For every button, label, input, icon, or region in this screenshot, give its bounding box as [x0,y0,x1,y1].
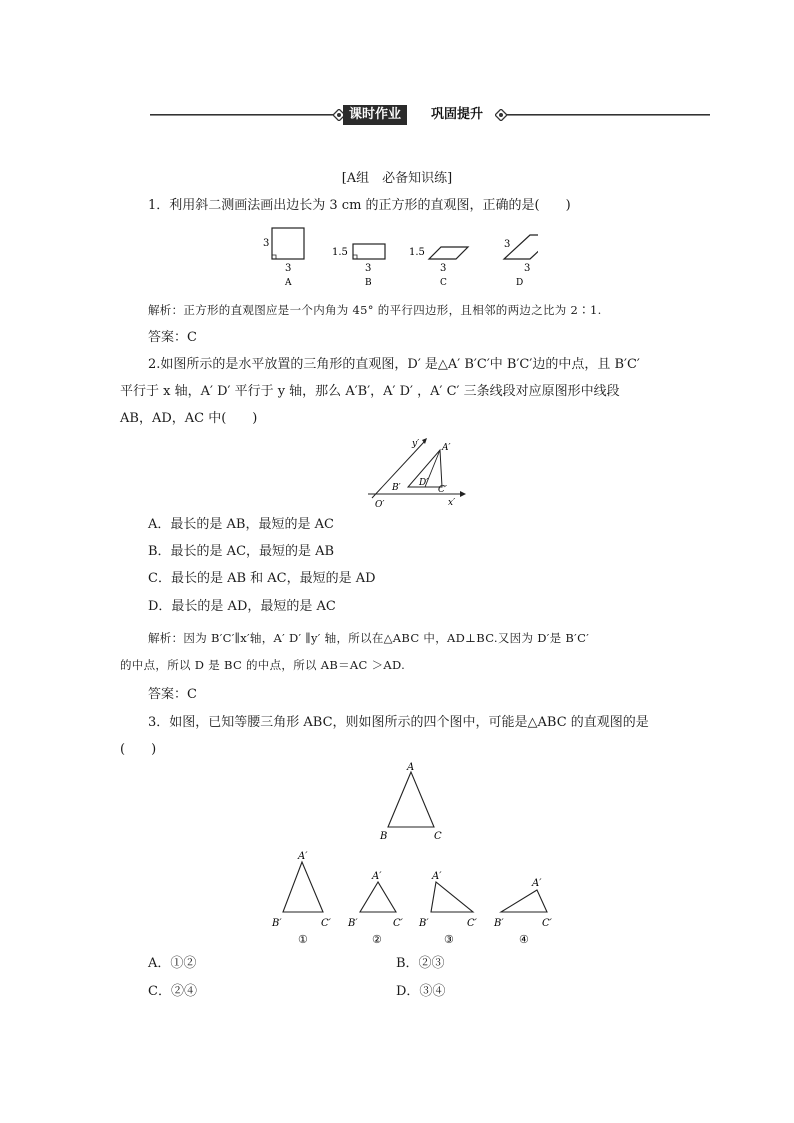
fig4-a: A′ [532,878,542,889]
q3-option-b: B．②③ [396,956,445,971]
q3-line1: 3．如图，已知等腰三角形 ABC，则如图所示的四个图中，可能是△ABC 的直观图的是 [148,715,649,730]
d-letter: D [516,278,524,288]
b-letter: B [365,278,372,288]
fig1-b: B′ [272,918,282,929]
q1-analysis: 解析：正方形的直观图应是一个内角为 45° 的平行四边形，且相邻的两边之比为 2∶1. [148,303,602,317]
c-letter: C [440,278,447,288]
main-b-label: B [380,831,388,842]
fig1-a: A′ [298,851,308,862]
banner-title: 巩固提升 [431,107,484,122]
fig4-num: ④ [519,933,529,946]
b-bottom-label: 3 [365,263,372,274]
fig4-c: C′ [542,918,552,929]
q3-option-d: D．③④ [396,984,446,999]
diamond-icon [495,109,507,121]
y-label: y′ [412,439,420,449]
fig3-a: A′ [432,871,442,882]
d-side-label: 3 [504,239,511,250]
q3-line2: ( ) [120,742,157,757]
q2-analysis-line1: 解析：因为 B′C′∥x′轴，A′ D′ ∥y′ 轴，所以在△ABC 中，AD⊥BC.又因为 D′是 B′C′ [148,631,590,645]
d-bottom-label: 3 [524,263,531,274]
q3-option-c: C．②④ [148,984,197,999]
a-bottom-label: 3 [285,263,292,274]
fig2-c: C′ [393,918,403,929]
q3-option-a: A．①② [148,956,197,971]
fig3-c: C′ [467,918,477,929]
o-label: O′ [375,500,385,510]
triangle-1 [283,862,323,912]
q2-option-c: C．最长的是 AB 和 AC，最短的是 AD [148,571,376,586]
q2-figure [362,432,472,512]
q1-figure [258,222,538,292]
fig1-c: C′ [321,918,331,929]
fig4-b: B′ [494,918,504,929]
main-a-label: A [407,762,415,773]
b-side-label: 1.5 [332,247,348,258]
rect-b [353,244,385,259]
a-label: A′ [442,443,451,453]
x-label: x′ [448,498,456,508]
c-side-label: 1.5 [409,247,425,258]
section-heading: [A组 必备知识练] [341,171,453,186]
fig3-b: B′ [419,918,429,929]
c-label: C′ [438,485,447,495]
q1-answer: 答案：C [148,330,197,345]
q2-analysis-line2: 的中点，所以 D 是 BC 的中点，所以 AB＝AC ＞AD. [120,658,406,672]
fig3-num: ③ [444,933,454,946]
banner-tag: 课时作业 [343,105,407,125]
square-a [272,228,304,259]
banner-rule-right [502,114,710,116]
q3-options-figure [268,846,564,948]
banner [339,103,503,127]
q2-line3: AB，AD，AC 中( ) [120,411,258,426]
main-c-label: C [434,831,442,842]
fig2-num: ② [372,933,382,946]
triangle-abc-original [388,772,434,827]
triangle-3 [431,882,473,912]
d-label: D′ [419,478,429,488]
c-bottom-label: 3 [440,263,447,274]
a-letter: A [285,278,292,288]
q2-answer: 答案：C [148,687,197,702]
q2-option-a: A．最长的是 AB，最短的是 AC [148,517,334,532]
fig2-a: A′ [372,871,382,882]
banner-rule-left [150,114,340,116]
q2-line2: 平行于 x 轴，A′ D′ 平行于 y 轴，那么 A′B′，A′ D′ ，A′ C′ 三条线段对应原图形中线段 [120,384,620,399]
fig2-b: B′ [348,918,358,929]
b-label: B′ [392,483,401,493]
q2-line1: 2.如图所示的是水平放置的三角形的直观图，D′ 是△A′ B′C′中 B′C′边的中点，且 B′C′ [148,357,640,372]
parallelogram-c [429,247,468,259]
triangle-2 [360,882,396,912]
q2-option-b: B．最长的是 AC，最短的是 AB [148,544,335,559]
q3-main-figure [376,760,446,844]
triangle-4 [501,890,547,912]
q2-option-d: D．最长的是 AD，最短的是 AC [148,599,336,614]
fig1-num: ① [298,933,308,946]
a-side-label: 3 [263,238,270,249]
q1-stem: 1．利用斜二测画法画出边长为 3 cm 的正方形的直观图，正确的是( ) [148,198,571,213]
